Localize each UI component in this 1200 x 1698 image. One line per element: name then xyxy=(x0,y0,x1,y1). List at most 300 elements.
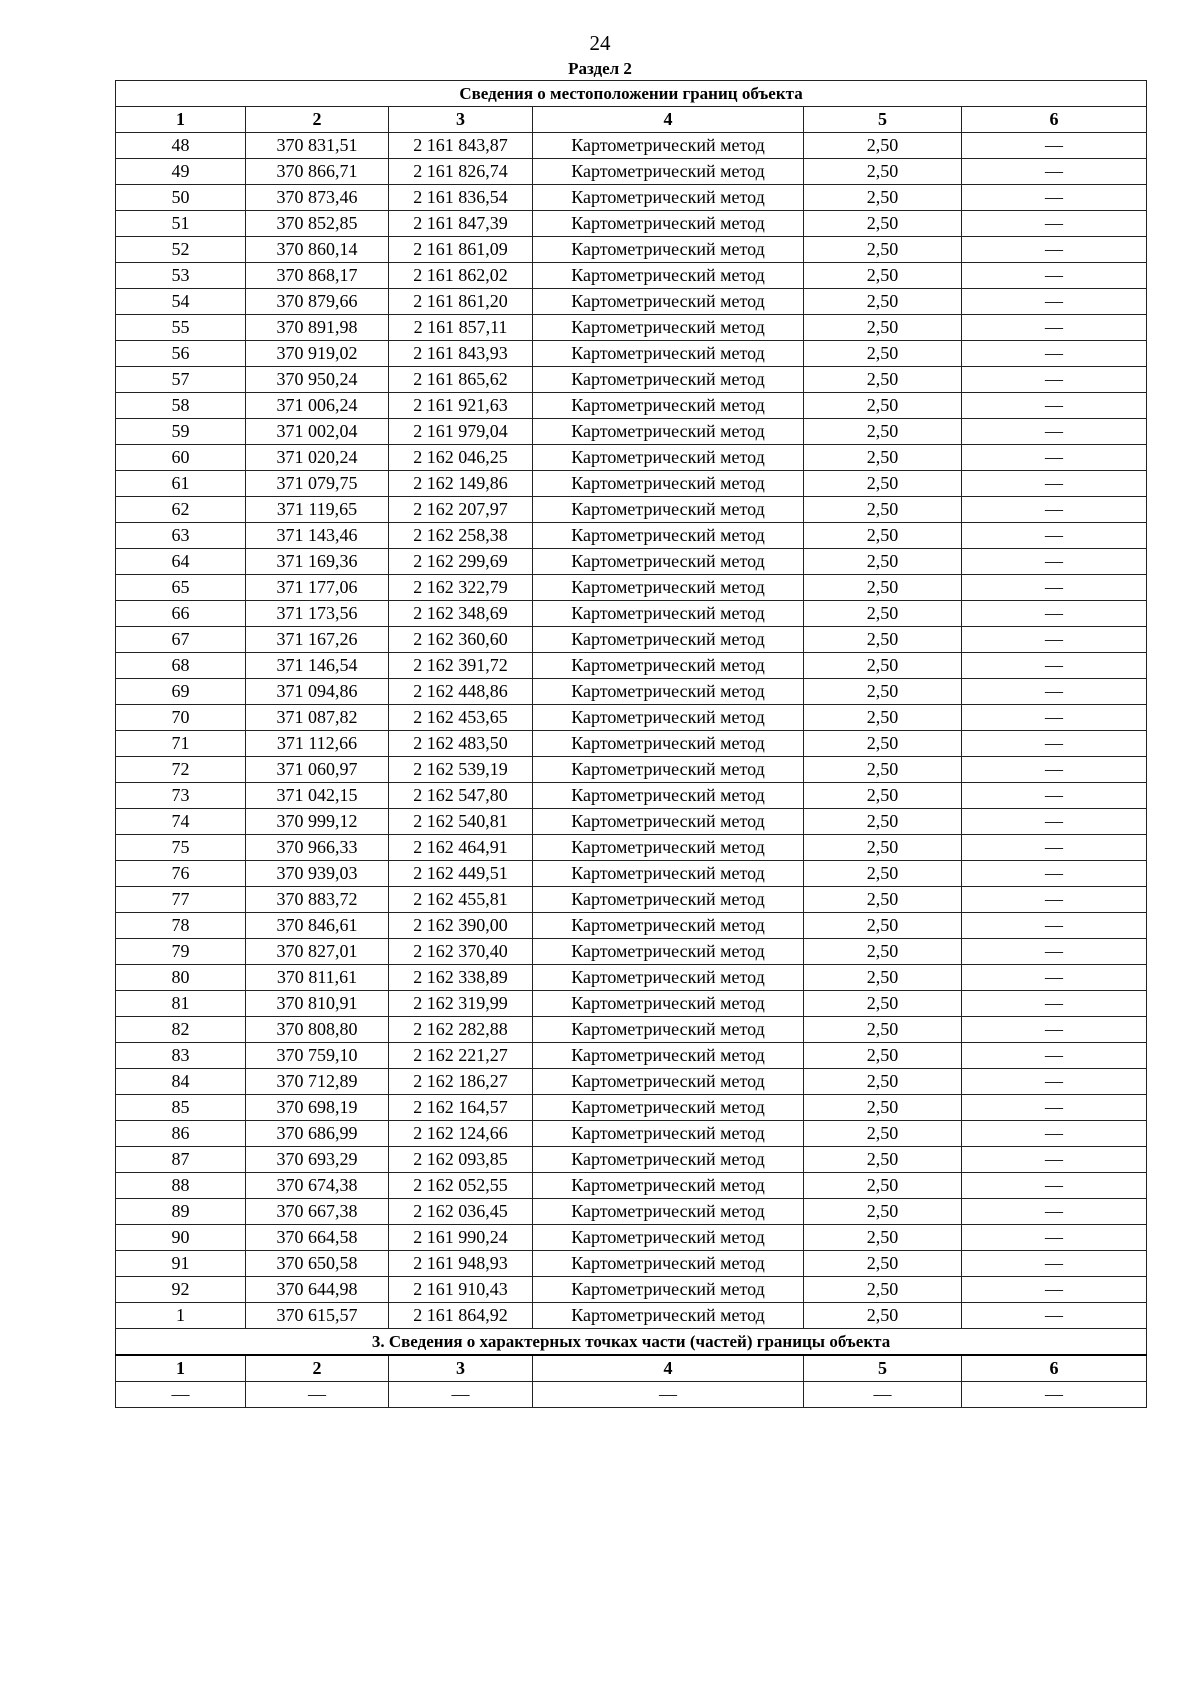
y-coordinate-cell: 2 161 910,43 xyxy=(389,1277,533,1303)
point-number-cell: 72 xyxy=(116,757,246,783)
method-cell: Картометрический метод xyxy=(533,627,804,653)
table-row xyxy=(116,211,1147,237)
note-cell: — xyxy=(962,1277,1147,1303)
y-coordinate-cell: 2 162 449,51 xyxy=(389,861,533,887)
accuracy-cell: 2,50 xyxy=(804,263,962,289)
x-coordinate-cell: 370 674,38 xyxy=(246,1173,389,1199)
method-cell: Картометрический метод xyxy=(533,965,804,991)
table-row xyxy=(116,679,1147,705)
x-coordinate-cell: 370 860,14 xyxy=(246,237,389,263)
boundary-table xyxy=(115,80,1147,1408)
table-row xyxy=(116,263,1147,289)
table-row xyxy=(116,523,1147,549)
method-cell: Картометрический метод xyxy=(533,679,804,705)
point-number-cell: 62 xyxy=(116,497,246,523)
table-row xyxy=(116,1043,1147,1069)
note-cell: — xyxy=(962,471,1147,497)
accuracy-cell: 2,50 xyxy=(804,445,962,471)
method-cell: Картометрический метод xyxy=(533,731,804,757)
y-coordinate-cell: 2 161 979,04 xyxy=(389,419,533,445)
note-cell: — xyxy=(962,913,1147,939)
method-cell: Картометрический метод xyxy=(533,835,804,861)
table-row xyxy=(116,939,1147,965)
y-coordinate-cell: 2 162 186,27 xyxy=(389,1069,533,1095)
method-cell: Картометрический метод xyxy=(533,1043,804,1069)
y-coordinate-cell: 2 162 221,27 xyxy=(389,1043,533,1069)
method-cell: Картометрический метод xyxy=(533,367,804,393)
y-coordinate-cell: 2 161 836,54 xyxy=(389,185,533,211)
method-cell: Картометрический метод xyxy=(533,289,804,315)
method-cell: Картометрический метод xyxy=(533,419,804,445)
y-coordinate-cell: 2 162 124,66 xyxy=(389,1121,533,1147)
y-coordinate-cell: 2 162 455,81 xyxy=(389,887,533,913)
accuracy-cell: 2,50 xyxy=(804,939,962,965)
x-coordinate-cell: 370 846,61 xyxy=(246,913,389,939)
accuracy-cell: 2,50 xyxy=(804,913,962,939)
point-number-cell: 58 xyxy=(116,393,246,419)
method-cell: Картометрический метод xyxy=(533,263,804,289)
y-coordinate-cell: 2 162 448,86 xyxy=(389,679,533,705)
method-cell: Картометрический метод xyxy=(533,601,804,627)
method-cell: Картометрический метод xyxy=(533,471,804,497)
y-coordinate-cell: 2 162 540,81 xyxy=(389,809,533,835)
note-cell: — xyxy=(962,211,1147,237)
point-number-cell: 66 xyxy=(116,601,246,627)
note-cell: — xyxy=(962,393,1147,419)
y-coordinate-cell: 2 161 843,87 xyxy=(389,133,533,159)
method-cell: Картометрический метод xyxy=(533,809,804,835)
section-title: Раздел 2 xyxy=(568,59,632,78)
x-coordinate-cell: 370 939,03 xyxy=(246,861,389,887)
method-cell: Картометрический метод xyxy=(533,549,804,575)
point-number-cell: 74 xyxy=(116,809,246,835)
y-coordinate-cell: 2 162 036,45 xyxy=(389,1199,533,1225)
x-coordinate-cell: 370 686,99 xyxy=(246,1121,389,1147)
y-coordinate-cell: 2 162 547,80 xyxy=(389,783,533,809)
note-cell: — xyxy=(962,185,1147,211)
point-number-cell: 91 xyxy=(116,1251,246,1277)
accuracy-cell: 2,50 xyxy=(804,419,962,445)
y-coordinate-cell: 2 161 865,62 xyxy=(389,367,533,393)
method-cell: Картометрический метод xyxy=(533,393,804,419)
point-number-cell: 70 xyxy=(116,705,246,731)
accuracy-cell: 2,50 xyxy=(804,315,962,341)
accuracy-cell: 2,50 xyxy=(804,1251,962,1277)
method-cell: Картометрический метод xyxy=(533,211,804,237)
accuracy-cell: 2,50 xyxy=(804,679,962,705)
x-coordinate-cell: 370 852,85 xyxy=(246,211,389,237)
note-cell: — xyxy=(962,835,1147,861)
point-number-cell: 1 xyxy=(116,1303,246,1329)
accuracy-cell: 2,50 xyxy=(804,705,962,731)
y-coordinate-cell: 2 162 453,65 xyxy=(389,705,533,731)
accuracy-cell: 2,50 xyxy=(804,1277,962,1303)
note-cell: — xyxy=(962,1251,1147,1277)
table-row xyxy=(116,367,1147,393)
x-coordinate-cell: 371 177,06 xyxy=(246,575,389,601)
note-cell: — xyxy=(962,757,1147,783)
y-coordinate-cell: 2 161 921,63 xyxy=(389,393,533,419)
point-number-cell: 48 xyxy=(116,133,246,159)
note-cell: — xyxy=(962,1043,1147,1069)
y-coordinate-cell: 2 162 299,69 xyxy=(389,549,533,575)
x-coordinate-cell: 370 650,58 xyxy=(246,1251,389,1277)
method-cell: Картометрический метод xyxy=(533,1017,804,1043)
x-coordinate-cell: 370 712,89 xyxy=(246,1069,389,1095)
note-cell: — xyxy=(962,887,1147,913)
table-row xyxy=(116,1225,1147,1251)
x-coordinate-cell: 371 094,86 xyxy=(246,679,389,705)
point-number-cell: 87 xyxy=(116,1147,246,1173)
column-header: 5 xyxy=(804,1355,962,1382)
table-row xyxy=(116,861,1147,887)
point-number-cell: 80 xyxy=(116,965,246,991)
point-number-cell: 79 xyxy=(116,939,246,965)
table-row xyxy=(116,1382,1147,1408)
accuracy-cell: 2,50 xyxy=(804,497,962,523)
accuracy-cell: 2,50 xyxy=(804,601,962,627)
method-cell: Картометрический метод xyxy=(533,1251,804,1277)
point-number-cell: 78 xyxy=(116,913,246,939)
note-cell: — xyxy=(962,341,1147,367)
y-coordinate-cell: 2 162 149,86 xyxy=(389,471,533,497)
accuracy-cell: 2,50 xyxy=(804,471,962,497)
x-coordinate-cell: 370 827,01 xyxy=(246,939,389,965)
method-cell: Картометрический метод xyxy=(533,159,804,185)
x-coordinate-cell: 371 167,26 xyxy=(246,627,389,653)
note-cell: — xyxy=(962,679,1147,705)
column-header: 2 xyxy=(246,1355,389,1382)
accuracy-cell: 2,50 xyxy=(804,1043,962,1069)
table-row xyxy=(116,237,1147,263)
note-cell: — xyxy=(962,627,1147,653)
accuracy-cell: 2,50 xyxy=(804,1173,962,1199)
point-number-cell: 89 xyxy=(116,1199,246,1225)
column-header: 2 xyxy=(246,107,389,133)
method-cell: Картометрический метод xyxy=(533,887,804,913)
table-row xyxy=(116,705,1147,731)
y-coordinate-cell: 2 162 282,88 xyxy=(389,1017,533,1043)
accuracy-cell: 2,50 xyxy=(804,1147,962,1173)
note-cell: — xyxy=(962,445,1147,471)
note-cell: — xyxy=(962,549,1147,575)
y-coordinate-cell: 2 162 348,69 xyxy=(389,601,533,627)
accuracy-cell: 2,50 xyxy=(804,757,962,783)
note-cell: — xyxy=(962,237,1147,263)
accuracy-cell: 2,50 xyxy=(804,185,962,211)
method-cell: Картометрический метод xyxy=(533,939,804,965)
table-row xyxy=(116,653,1147,679)
method-cell: Картометрический метод xyxy=(533,315,804,341)
accuracy-cell: 2,50 xyxy=(804,1069,962,1095)
table2-caption-row xyxy=(116,1329,1147,1356)
table-row xyxy=(116,1173,1147,1199)
method-cell: Картометрический метод xyxy=(533,185,804,211)
note-cell: — xyxy=(962,497,1147,523)
y-coordinate-cell: 2 162 338,89 xyxy=(389,965,533,991)
accuracy-cell: 2,50 xyxy=(804,627,962,653)
note-cell: — xyxy=(962,1147,1147,1173)
x-coordinate-cell: — xyxy=(246,1382,389,1408)
x-coordinate-cell: 370 999,12 xyxy=(246,809,389,835)
point-number-cell: 81 xyxy=(116,991,246,1017)
table-row xyxy=(116,601,1147,627)
table-row xyxy=(116,445,1147,471)
column-header: 1 xyxy=(116,1355,246,1382)
method-cell: Картометрический метод xyxy=(533,1121,804,1147)
method-cell: Картометрический метод xyxy=(533,757,804,783)
method-cell: Картометрический метод xyxy=(533,783,804,809)
y-coordinate-cell: 2 161 847,39 xyxy=(389,211,533,237)
column-header: 3 xyxy=(389,1355,533,1382)
note-cell: — xyxy=(962,965,1147,991)
table-row xyxy=(116,627,1147,653)
accuracy-cell: 2,50 xyxy=(804,809,962,835)
x-coordinate-cell: 370 811,61 xyxy=(246,965,389,991)
y-coordinate-cell: 2 161 861,20 xyxy=(389,289,533,315)
method-cell: Картометрический метод xyxy=(533,341,804,367)
y-coordinate-cell: 2 162 322,79 xyxy=(389,575,533,601)
table-row xyxy=(116,1303,1147,1329)
y-coordinate-cell: 2 162 391,72 xyxy=(389,653,533,679)
method-cell: Картометрический метод xyxy=(533,1173,804,1199)
table-row xyxy=(116,1277,1147,1303)
point-number-cell: 69 xyxy=(116,679,246,705)
table-row xyxy=(116,1069,1147,1095)
table-row xyxy=(116,1199,1147,1225)
table-row xyxy=(116,913,1147,939)
x-coordinate-cell: 370 667,38 xyxy=(246,1199,389,1225)
note-cell: — xyxy=(962,861,1147,887)
y-coordinate-cell: 2 162 464,91 xyxy=(389,835,533,861)
accuracy-cell: 2,50 xyxy=(804,575,962,601)
accuracy-cell: 2,50 xyxy=(804,1017,962,1043)
note-cell: — xyxy=(962,315,1147,341)
method-cell: Картометрический метод xyxy=(533,913,804,939)
note-cell: — xyxy=(962,289,1147,315)
accuracy-cell: 2,50 xyxy=(804,835,962,861)
x-coordinate-cell: 371 169,36 xyxy=(246,549,389,575)
method-cell: Картометрический метод xyxy=(533,861,804,887)
point-number-cell: 53 xyxy=(116,263,246,289)
x-coordinate-cell: 370 950,24 xyxy=(246,367,389,393)
note-cell: — xyxy=(962,939,1147,965)
accuracy-cell: 2,50 xyxy=(804,653,962,679)
note-cell: — xyxy=(962,159,1147,185)
accuracy-cell: — xyxy=(804,1382,962,1408)
table-row xyxy=(116,159,1147,185)
accuracy-cell: 2,50 xyxy=(804,783,962,809)
page-number: 24 xyxy=(589,31,611,55)
note-cell: — xyxy=(962,991,1147,1017)
table-row xyxy=(116,185,1147,211)
x-coordinate-cell: 370 698,19 xyxy=(246,1095,389,1121)
x-coordinate-cell: 371 006,24 xyxy=(246,393,389,419)
column-header: 4 xyxy=(533,107,804,133)
point-number-cell: 51 xyxy=(116,211,246,237)
note-cell: — xyxy=(962,419,1147,445)
y-coordinate-cell: 2 162 052,55 xyxy=(389,1173,533,1199)
note-cell: — xyxy=(962,1017,1147,1043)
method-cell: Картометрический метод xyxy=(533,653,804,679)
x-coordinate-cell: 371 020,24 xyxy=(246,445,389,471)
note-cell: — xyxy=(962,1225,1147,1251)
note-cell: — xyxy=(962,1303,1147,1329)
accuracy-cell: 2,50 xyxy=(804,1225,962,1251)
x-coordinate-cell: 370 891,98 xyxy=(246,315,389,341)
x-coordinate-cell: 370 664,58 xyxy=(246,1225,389,1251)
table2-caption: 3. Сведения о характерных точках части (частей) границы объекта xyxy=(116,1329,1147,1356)
point-number-cell: 59 xyxy=(116,419,246,445)
table-row xyxy=(116,419,1147,445)
accuracy-cell: 2,50 xyxy=(804,1121,962,1147)
x-coordinate-cell: 371 002,04 xyxy=(246,419,389,445)
note-cell: — xyxy=(962,133,1147,159)
point-number-cell: 76 xyxy=(116,861,246,887)
accuracy-cell: 2,50 xyxy=(804,991,962,1017)
column-header: 6 xyxy=(962,107,1147,133)
x-coordinate-cell: 370 831,51 xyxy=(246,133,389,159)
accuracy-cell: 2,50 xyxy=(804,1303,962,1329)
x-coordinate-cell: 371 042,15 xyxy=(246,783,389,809)
note-cell: — xyxy=(962,705,1147,731)
table-row xyxy=(116,965,1147,991)
point-number-cell: 56 xyxy=(116,341,246,367)
note-cell: — xyxy=(962,809,1147,835)
column-header: 4 xyxy=(533,1355,804,1382)
x-coordinate-cell: 371 173,56 xyxy=(246,601,389,627)
table-row xyxy=(116,497,1147,523)
x-coordinate-cell: 370 866,71 xyxy=(246,159,389,185)
table-row xyxy=(116,133,1147,159)
column-header: 1 xyxy=(116,107,246,133)
accuracy-cell: 2,50 xyxy=(804,211,962,237)
table-row xyxy=(116,315,1147,341)
table-row xyxy=(116,809,1147,835)
column-header: 6 xyxy=(962,1355,1147,1382)
point-number-cell: 57 xyxy=(116,367,246,393)
y-coordinate-cell: 2 161 861,09 xyxy=(389,237,533,263)
note-cell: — xyxy=(962,783,1147,809)
method-cell: Картометрический метод xyxy=(533,1147,804,1173)
x-coordinate-cell: 371 119,65 xyxy=(246,497,389,523)
point-number-cell: 88 xyxy=(116,1173,246,1199)
point-number-cell: 85 xyxy=(116,1095,246,1121)
method-cell: Картометрический метод xyxy=(533,1069,804,1095)
table1-caption-row xyxy=(116,81,1147,107)
y-coordinate-cell: 2 162 046,25 xyxy=(389,445,533,471)
note-cell: — xyxy=(962,653,1147,679)
table1-header-row xyxy=(116,107,1147,133)
method-cell: — xyxy=(533,1382,804,1408)
x-coordinate-cell: 371 143,46 xyxy=(246,523,389,549)
note-cell: — xyxy=(962,1069,1147,1095)
table-row xyxy=(116,783,1147,809)
table-row xyxy=(116,731,1147,757)
point-number-cell: 73 xyxy=(116,783,246,809)
table-row xyxy=(116,1017,1147,1043)
x-coordinate-cell: 371 087,82 xyxy=(246,705,389,731)
x-coordinate-cell: 370 615,57 xyxy=(246,1303,389,1329)
x-coordinate-cell: 370 919,02 xyxy=(246,341,389,367)
table-row xyxy=(116,887,1147,913)
y-coordinate-cell: 2 161 843,93 xyxy=(389,341,533,367)
table-row xyxy=(116,835,1147,861)
y-coordinate-cell: 2 162 360,60 xyxy=(389,627,533,653)
accuracy-cell: 2,50 xyxy=(804,289,962,315)
y-coordinate-cell: 2 162 390,00 xyxy=(389,913,533,939)
note-cell: — xyxy=(962,575,1147,601)
accuracy-cell: 2,50 xyxy=(804,341,962,367)
x-coordinate-cell: 370 879,66 xyxy=(246,289,389,315)
point-number-cell: 67 xyxy=(116,627,246,653)
point-number-cell: 52 xyxy=(116,237,246,263)
point-number-cell: 90 xyxy=(116,1225,246,1251)
y-coordinate-cell: 2 162 539,19 xyxy=(389,757,533,783)
method-cell: Картометрический метод xyxy=(533,575,804,601)
y-coordinate-cell: — xyxy=(389,1382,533,1408)
x-coordinate-cell: 370 644,98 xyxy=(246,1277,389,1303)
table-row xyxy=(116,393,1147,419)
point-number-cell: 63 xyxy=(116,523,246,549)
method-cell: Картометрический метод xyxy=(533,445,804,471)
y-coordinate-cell: 2 162 483,50 xyxy=(389,731,533,757)
point-number-cell: 64 xyxy=(116,549,246,575)
y-coordinate-cell: 2 161 826,74 xyxy=(389,159,533,185)
point-number-cell: 82 xyxy=(116,1017,246,1043)
point-number-cell: 68 xyxy=(116,653,246,679)
note-cell: — xyxy=(962,1173,1147,1199)
table-row xyxy=(116,471,1147,497)
point-number-cell: 71 xyxy=(116,731,246,757)
point-number-cell: 83 xyxy=(116,1043,246,1069)
y-coordinate-cell: 2 161 857,11 xyxy=(389,315,533,341)
point-number-cell: 77 xyxy=(116,887,246,913)
accuracy-cell: 2,50 xyxy=(804,393,962,419)
y-coordinate-cell: 2 161 948,93 xyxy=(389,1251,533,1277)
x-coordinate-cell: 370 693,29 xyxy=(246,1147,389,1173)
x-coordinate-cell: 370 759,10 xyxy=(246,1043,389,1069)
table-row xyxy=(116,1147,1147,1173)
method-cell: Картометрический метод xyxy=(533,1303,804,1329)
table2-header-row xyxy=(116,1355,1147,1382)
point-number-cell: 54 xyxy=(116,289,246,315)
point-number-cell: 61 xyxy=(116,471,246,497)
y-coordinate-cell: 2 162 164,57 xyxy=(389,1095,533,1121)
table-row xyxy=(116,991,1147,1017)
accuracy-cell: 2,50 xyxy=(804,237,962,263)
method-cell: Картометрический метод xyxy=(533,497,804,523)
table-row xyxy=(116,341,1147,367)
y-coordinate-cell: 2 162 370,40 xyxy=(389,939,533,965)
y-coordinate-cell: 2 161 864,92 xyxy=(389,1303,533,1329)
x-coordinate-cell: 370 868,17 xyxy=(246,263,389,289)
note-cell: — xyxy=(962,1121,1147,1147)
accuracy-cell: 2,50 xyxy=(804,159,962,185)
point-number-cell: 86 xyxy=(116,1121,246,1147)
y-coordinate-cell: 2 162 093,85 xyxy=(389,1147,533,1173)
method-cell: Картометрический метод xyxy=(533,991,804,1017)
accuracy-cell: 2,50 xyxy=(804,731,962,757)
accuracy-cell: 2,50 xyxy=(804,549,962,575)
note-cell: — xyxy=(962,601,1147,627)
note-cell: — xyxy=(962,731,1147,757)
point-number-cell: 49 xyxy=(116,159,246,185)
column-header: 5 xyxy=(804,107,962,133)
method-cell: Картометрический метод xyxy=(533,523,804,549)
note-cell: — xyxy=(962,1382,1147,1408)
method-cell: Картометрический метод xyxy=(533,1277,804,1303)
